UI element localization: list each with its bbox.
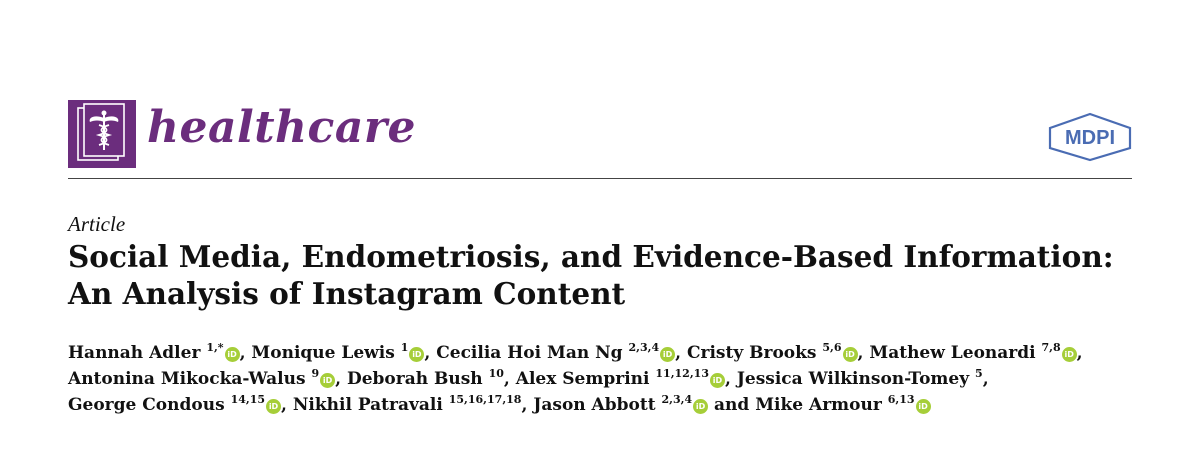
- author-name: Nikhil Patravali: [292, 395, 443, 415]
- author-separator: and: [708, 395, 756, 415]
- author-name: Jessica Wilkinson-Tomey: [736, 369, 970, 389]
- author-line: [68, 392, 1168, 418]
- title-line: Social Media, Endometriosis, and Evidence-Based Information:: [68, 239, 1114, 274]
- author: [293, 395, 533, 415]
- header-divider: [68, 178, 1132, 179]
- author-name: Alex Semprini: [515, 369, 650, 389]
- orcid-icon[interactable]: iD: [660, 347, 675, 362]
- author-separator: ,: [335, 369, 347, 389]
- author-line: [68, 366, 1168, 392]
- author-separator: ,: [521, 395, 534, 415]
- affiliation-marker: 15,16,17,18: [448, 393, 522, 406]
- orcid-icon[interactable]: iD: [710, 373, 725, 388]
- author-line: [68, 340, 1168, 366]
- orcid-icon[interactable]: iD: [320, 373, 335, 388]
- author: [68, 343, 251, 363]
- affiliation-marker: 1: [400, 341, 409, 354]
- publisher-name: MDPI: [1065, 127, 1115, 149]
- author: [68, 395, 293, 415]
- caduceus-icon: [68, 100, 136, 168]
- orcid-icon[interactable]: iD: [266, 399, 281, 414]
- author: [533, 395, 755, 415]
- author-separator: ,: [503, 369, 516, 389]
- author: [737, 369, 989, 389]
- affiliation-marker: 2,3,4: [628, 341, 660, 354]
- author-name: Mike Armour: [755, 395, 882, 415]
- author: [347, 369, 516, 389]
- author-separator: ,: [857, 343, 870, 363]
- author-name: Monique Lewis: [251, 343, 395, 363]
- title-line: An Analysis of Instagram Content: [68, 276, 626, 311]
- author: [516, 369, 737, 389]
- author-name: Jason Abbott: [533, 395, 656, 415]
- author-name: Hannah Adler: [68, 343, 201, 363]
- author-separator: ,: [281, 395, 293, 415]
- author-separator: ,: [1076, 343, 1083, 363]
- author: [687, 343, 869, 363]
- author: [755, 395, 930, 415]
- author-name: Antonina Mikocka-Walus: [68, 369, 306, 389]
- author: [251, 343, 436, 363]
- affiliation-marker: 10: [488, 367, 504, 380]
- affiliation-marker: 2,3,4: [661, 393, 693, 406]
- orcid-icon[interactable]: iD: [693, 399, 708, 414]
- author-separator: ,: [675, 343, 687, 363]
- author-separator: ,: [982, 369, 989, 389]
- affiliation-marker: 9: [311, 367, 320, 380]
- author-name: Cristy Brooks: [686, 343, 817, 363]
- affiliation-marker: 7,8: [1041, 341, 1061, 354]
- author-name: Cecilia Hoi Man Ng: [436, 343, 623, 363]
- publisher-logo: [1046, 112, 1134, 162]
- affiliation-marker: 6,13: [887, 393, 915, 406]
- affiliation-marker: 5: [975, 367, 983, 380]
- journal-logo: [68, 100, 136, 168]
- author: [869, 343, 1082, 363]
- author: [68, 369, 347, 389]
- article-type: Article: [68, 212, 126, 236]
- author-list: [68, 340, 1168, 418]
- author-separator: ,: [239, 343, 252, 363]
- orcid-icon[interactable]: iD: [1062, 347, 1077, 362]
- author: [436, 343, 687, 363]
- author-name: Deborah Bush: [346, 369, 483, 389]
- affiliation-marker: 5,6: [822, 341, 842, 354]
- orcid-icon[interactable]: iD: [409, 347, 424, 362]
- orcid-icon[interactable]: iD: [225, 347, 240, 362]
- orcid-icon[interactable]: iD: [843, 347, 858, 362]
- affiliation-marker: 11,12,13: [655, 367, 709, 380]
- journal-name: healthcare: [147, 102, 416, 153]
- orcid-icon[interactable]: iD: [916, 399, 931, 414]
- article-title: [68, 238, 1148, 312]
- affiliation-marker: 1,*: [206, 341, 224, 354]
- author-separator: ,: [724, 369, 737, 389]
- author-separator: ,: [424, 343, 437, 363]
- affiliation-marker: 14,15: [230, 393, 266, 406]
- author-name: Mathew Leonardi: [869, 343, 1036, 363]
- author-name: George Condous: [68, 395, 225, 415]
